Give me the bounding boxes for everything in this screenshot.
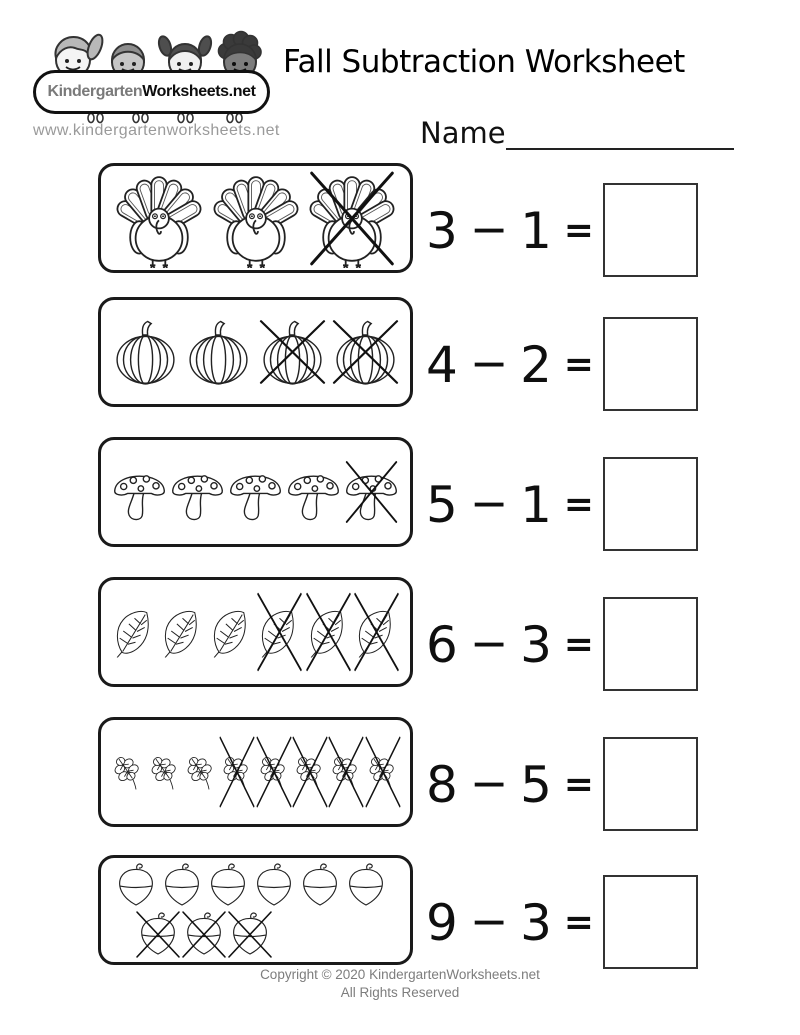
mushroom-image-crossed-out <box>344 460 399 524</box>
acorn-image-crossed-out <box>135 911 181 958</box>
turkey-image <box>210 169 302 268</box>
pumpkin-image <box>110 319 181 385</box>
equals-sign: = <box>563 210 594 251</box>
logo-banner <box>33 70 270 114</box>
minuend: 6 <box>426 616 458 674</box>
equation-5 <box>426 753 594 817</box>
cross-out-mark <box>351 589 402 675</box>
problem-row-3 <box>0 437 800 547</box>
acorn-image <box>113 862 159 909</box>
subtrahend: 1 <box>520 202 552 260</box>
subtrahend: 3 <box>520 616 552 674</box>
acorn-image <box>297 862 343 909</box>
answer-box-4[interactable] <box>603 597 698 691</box>
name-line[interactable] <box>506 118 734 150</box>
answer-box-6[interactable] <box>603 875 698 969</box>
leaf-image <box>208 591 255 673</box>
subtrahend: 1 <box>520 476 552 534</box>
leaf-image-crossed-out <box>305 591 352 673</box>
problem-row-4 <box>0 577 800 687</box>
pumpkin-image <box>183 319 254 385</box>
equation-2 <box>426 333 594 397</box>
answer-box-3[interactable] <box>603 457 698 551</box>
equation-4 <box>426 613 594 677</box>
problem-row-1 <box>0 163 800 273</box>
cross-out-mark <box>255 317 330 387</box>
mushroom-image <box>228 460 283 524</box>
equals-sign: = <box>563 902 594 943</box>
page-title: Fall Subtraction Worksheet <box>283 44 685 80</box>
minuend: 3 <box>426 202 458 260</box>
minus-sign: − <box>469 336 509 390</box>
minus-sign: − <box>469 616 509 670</box>
cross-out-mark <box>225 909 275 960</box>
subtrahend: 2 <box>520 336 552 394</box>
site-logo <box>33 20 270 124</box>
minuend: 5 <box>426 476 458 534</box>
cross-out-mark <box>363 733 403 811</box>
oak-leaf-image <box>110 735 146 809</box>
pumpkin-image-crossed-out <box>330 319 401 385</box>
picture-box-mushrooms <box>98 437 413 547</box>
acorn-image <box>205 862 251 909</box>
website-url: www.kindergartenworksheets.net <box>33 122 280 139</box>
minuend: 4 <box>426 336 458 394</box>
acorn-image-crossed-out <box>227 911 273 958</box>
equation-6 <box>426 891 594 955</box>
turkey-image <box>113 169 205 268</box>
acorn-image <box>251 862 297 909</box>
minus-sign: − <box>469 756 509 810</box>
logo-text-worksheets: Worksheets.net <box>142 83 256 100</box>
oak-leaf-image <box>183 735 219 809</box>
pumpkin-image-crossed-out <box>257 319 328 385</box>
logo-text-kindergarten: Kindergarten <box>47 83 143 100</box>
rights-line: All Rights Reserved <box>340 984 460 1000</box>
answer-box-2[interactable] <box>603 317 698 411</box>
oak-leaf-image-crossed-out <box>256 735 292 809</box>
cross-out-mark <box>342 458 401 526</box>
cross-out-mark <box>133 909 183 960</box>
oak-leaf-image-crossed-out <box>292 735 328 809</box>
equals-sign: = <box>563 764 594 805</box>
mushroom-image <box>170 460 225 524</box>
acorn-image <box>159 862 205 909</box>
picture-box-pumpkins <box>98 297 413 407</box>
leaf-image-crossed-out <box>353 591 400 673</box>
equals-sign: = <box>563 484 594 525</box>
subtrahend: 5 <box>520 756 552 814</box>
picture-box-acorns <box>98 855 413 965</box>
minus-sign: − <box>469 202 509 256</box>
oak-leaf-image <box>147 735 183 809</box>
answer-box-1[interactable] <box>603 183 698 277</box>
leaf-image <box>111 591 158 673</box>
minus-sign: − <box>469 476 509 530</box>
cross-out-mark <box>254 733 294 811</box>
cross-out-mark <box>179 909 229 960</box>
equals-sign: = <box>563 624 594 665</box>
picture-box-leaves <box>98 577 413 687</box>
subtrahend: 3 <box>520 894 552 952</box>
name-row <box>420 116 734 150</box>
answer-box-5[interactable] <box>603 737 698 831</box>
equals-sign: = <box>563 344 594 385</box>
mushroom-image <box>286 460 341 524</box>
copyright-line: Copyright © 2020 KindergartenWorksheets.net <box>260 967 540 982</box>
equation-3 <box>426 473 594 537</box>
cross-out-mark <box>328 317 403 387</box>
picture-box-turkeys <box>98 163 413 273</box>
cross-out-mark <box>304 167 400 270</box>
cross-out-mark <box>290 733 330 811</box>
equation-1 <box>426 199 594 263</box>
problem-row-6 <box>0 855 800 965</box>
acorn-image-crossed-out <box>181 911 227 958</box>
minus-sign: − <box>469 894 509 948</box>
cross-out-mark <box>254 589 305 675</box>
oak-leaf-image-crossed-out <box>328 735 364 809</box>
turkey-image-crossed-out <box>306 169 398 268</box>
acorn-image <box>343 862 389 909</box>
oak-leaf-image-crossed-out <box>219 735 255 809</box>
leaf-image <box>159 591 206 673</box>
footer <box>0 966 800 1001</box>
cross-out-mark <box>217 733 257 811</box>
name-label: Name <box>420 116 506 150</box>
problem-row-5 <box>0 717 800 827</box>
cross-out-mark <box>303 589 354 675</box>
cross-out-mark <box>326 733 366 811</box>
oak-leaf-image-crossed-out <box>365 735 401 809</box>
leaf-image-crossed-out <box>256 591 303 673</box>
minuend: 9 <box>426 894 458 952</box>
minuend: 8 <box>426 756 458 814</box>
mushroom-image <box>112 460 167 524</box>
problem-row-2 <box>0 297 800 407</box>
picture-box-oak-leaves <box>98 717 413 827</box>
